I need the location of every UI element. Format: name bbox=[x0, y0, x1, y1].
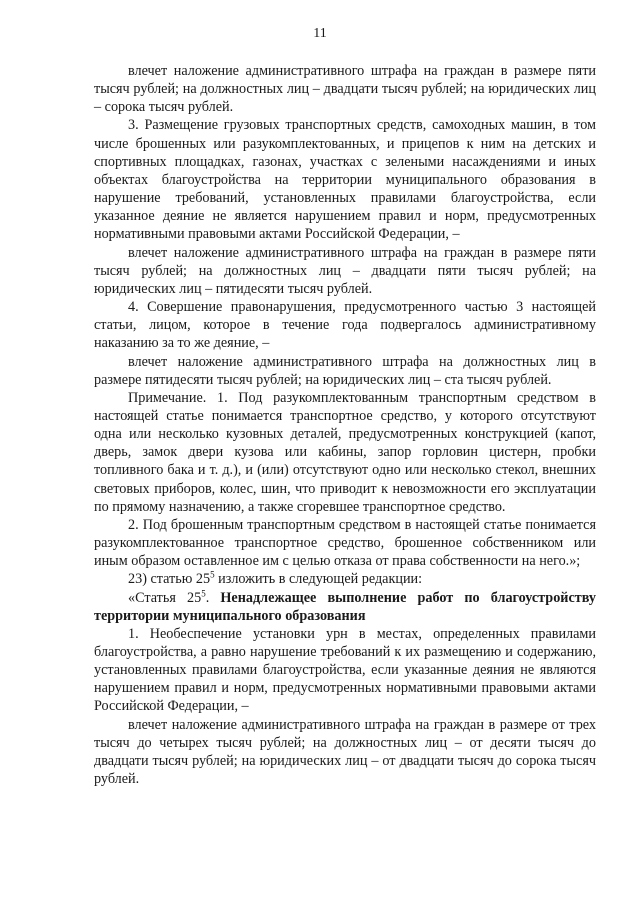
document-body bbox=[94, 62, 596, 788]
article-label-dot: . bbox=[205, 589, 221, 606]
paragraph-fine-continuation: влечет наложение административного штрафа на граждан в размере пяти тысяч рублей; на должностных лиц – двадцати тысяч рублей; на юридических лиц – сорока тысяч рублей. bbox=[94, 63, 596, 116]
paragraph-note-1: Примечание. 1. Под разукомплектованным транспортным средством в настоящей статье понимается транспортное средство, у которого отсутствуют одна или несколько кузовных деталей, предусмотренных конструкцией (капот, дверь, замок двери кузова или кабины, запор горловин цистерн, пробки топливного бака и т. д.), и (или) отсутствуют одно или несколько стекол, внешних световых приборов, колес, шин, что приводит к невозможности его эксплуатации по прямому назначению, а также сгоревшее транспортное средство. bbox=[94, 389, 596, 515]
article-heading bbox=[94, 589, 596, 625]
paragraph-item-23 bbox=[94, 570, 596, 588]
superscript: 5 bbox=[210, 569, 215, 580]
article-title: Ненадлежащее выполнение работ по благоустройству территории муниципального образования bbox=[94, 589, 596, 624]
superscript: 5 bbox=[201, 587, 206, 598]
paragraph-part-3: 3. Размещение грузовых транспортных средств, самоходных машин, в том числе брошенных или разукомплектованных, и прицепов к ним на детских и спортивных площадках, газонах, участках с зелеными насаждениями и иных объектах благоустройства на территории муниципального образования в нарушение требований, установленных правилами благоустройства, если указанное деяние не является нарушением правил и норм, предусмотренных нормативными правовыми актами Российской Федерации, – bbox=[94, 117, 596, 243]
article-label: «Статья 25 bbox=[128, 589, 202, 606]
item-23-text-end: изложить в следующей редакции: bbox=[214, 571, 423, 588]
paragraph-part-3-penalty: влечет наложение административного штрафа на граждан в размере пяти тысяч рублей; на должностных лиц – двадцати пяти тысяч рублей; на юридических лиц – пятидесяти тысяч рублей. bbox=[94, 244, 596, 297]
paragraph-note-2: 2. Под брошенным транспортным средством в настоящей статье понимается разукомплектованное транспортное средство, брошенное собственником или иным образом оставленное им с целью отказа от права собственности на него.»; bbox=[94, 516, 596, 570]
paragraph-article-part-1: 1. Необеспечение установки урн в местах, определенных правилами благоустройства, а равно нарушение требований к их размещению и содержанию, установленных правилами благоустройства, если указанные деяния не являются нарушением правил и норм, предусмотренных нормативными правовыми актами Российской Федерации, – bbox=[94, 625, 596, 715]
page-number: 11 bbox=[313, 26, 327, 41]
item-23-text: 23) статью 25 bbox=[128, 571, 211, 588]
paragraph-article-part-1-penalty: влечет наложение административного штрафа на граждан в размере от трех тысяч до четырех тысяч рублей; на должностных лиц – от десяти тысяч до двадцати тысяч рублей; на юридических лиц – от двадцати тысяч до сорока тысяч рублей. bbox=[94, 716, 596, 788]
paragraph-part-4: 4. Совершение правонарушения, предусмотренного частью 3 настоящей статьи, лицом, которое в течение года подвергалось административному наказанию за то же деяние, – bbox=[94, 299, 596, 352]
paragraph-part-4-penalty: влечет наложение административного штрафа на должностных лиц в размере пятидесяти тысяч рублей; на юридических лиц – ста тысяч рублей. bbox=[94, 353, 596, 388]
